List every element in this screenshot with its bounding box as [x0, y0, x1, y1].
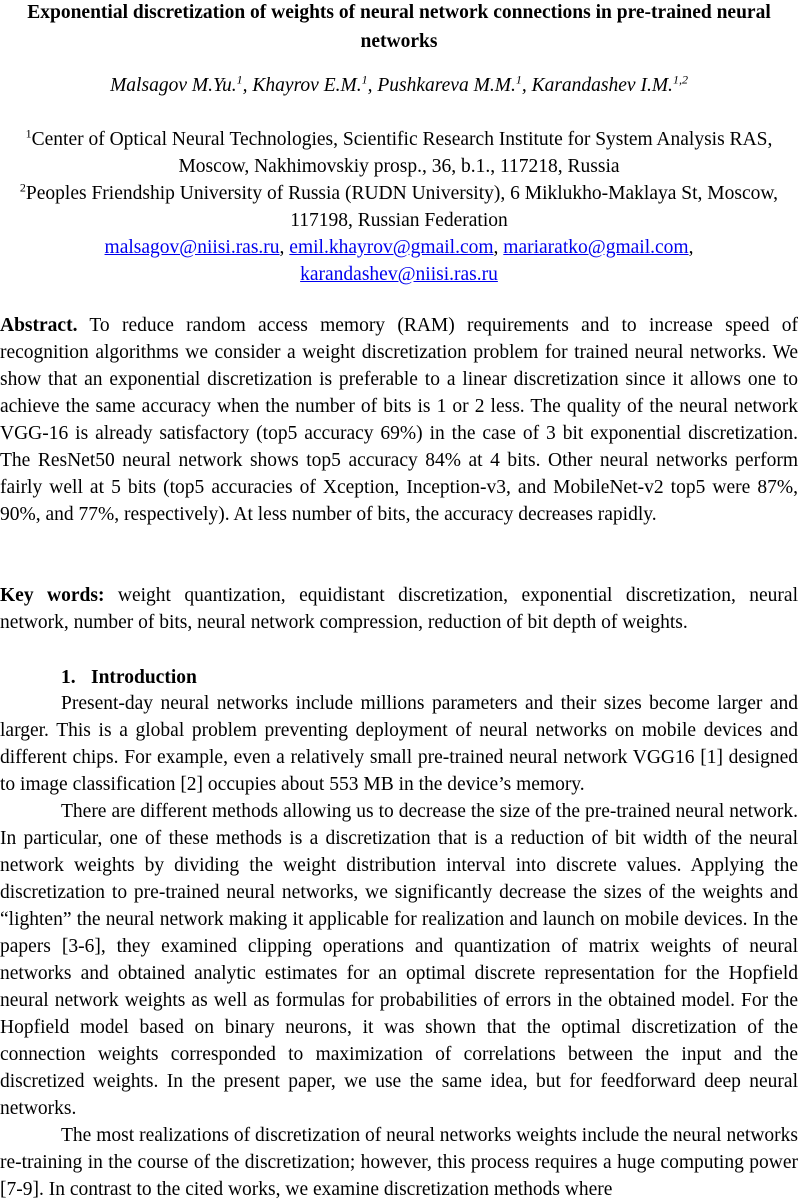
- keywords-text: weight quantization, equidistant discretization, exponential discretization, neural network, number of bits, neural network compression, reduction of bit depth of weights.: [0, 585, 798, 633]
- section-title: Introduction: [91, 667, 197, 688]
- abstract-text: To reduce random access memory (RAM) requirements and to increase speed of recognition algorithms we consider a weight discretization problem for trained neural networks. We show that an exponential discretization is preferable to a linear discretization since it allows one to achieve the same accuracy when the number of bits is 1 or 2 less. The quality of the neural network VGG-16 is already satisfactory (top5 accuracy 69%) in the case of 3 bit exponential discretization. The ResNet50 neural network shows top5 accuracy 84% at 4 bits. Other neural networks perform fairly well at 5 bits (top5 accuracies of Xception, Inception-v3, and MobileNet-v2 top5 were 87%, 90%, and 77%, respectively). At less number of bits, the accuracy decreases rapidly.: [0, 315, 798, 525]
- author-name: Pushkareva M.M.: [377, 75, 516, 96]
- email-link[interactable]: karandashev@niisi.ras.ru: [300, 264, 498, 285]
- section-number: 1.: [61, 667, 76, 688]
- author-affil-sup: 1: [515, 72, 522, 87]
- intro-paragraph-3: The most realizations of discretization of neural networks weights include the neural networks re-training in the course of the discretization; however, this process requires a huge computing power [7-9]. In contrast to the cited works, we examine discretization methods where: [0, 1125, 798, 1200]
- affiliation-text: Center of Optical Neural Technologies, Scientific Research Institute for System Analysis RAS, Moscow, Nakhimovskiy prosp., 36, b.1., 117218, Russia: [31, 129, 773, 177]
- author-affil-sup: 1: [236, 72, 243, 87]
- affiliation-1: [0, 126, 798, 180]
- affiliation-2: [0, 180, 798, 234]
- affiliation-text: Peoples Friendship University of Russia (RUDN University), 6 Miklukho-Maklaya St, Moscow, 117198, Russian Federation: [25, 183, 779, 231]
- author-affil-sup: 1,2: [672, 72, 688, 87]
- affil-sup: 2: [19, 180, 26, 195]
- keywords: [0, 582, 798, 636]
- author-affil-sup: 1: [361, 72, 368, 87]
- email-link[interactable]: mariaratko@gmail.com: [503, 237, 689, 258]
- email-list: malsagov@niisi.ras.ru, emil.khayrov@gmail.com, mariaratko@gmail.com, karandashev@niisi.ras.ru: [104, 237, 694, 285]
- affiliations: [0, 126, 798, 288]
- author-list: Malsagov M.Yu.$^1$, Khayrov E.M.$^1$, Pushkareva M.M.$^1$, Karandashev I.M.$^{1,2}$: [110, 72, 688, 96]
- affil-sup: 1: [25, 126, 32, 141]
- abstract: [0, 312, 798, 528]
- keywords-label: Key words:: [0, 585, 105, 606]
- author-name: Khayrov E.M.: [252, 75, 362, 96]
- intro-paragraph-2: There are different methods allowing us to decrease the size of the pre-trained neural network. In particular, one of these methods is a discretization that is a reduction of bit width of the neural network weights by dividing the weight distribution interval into discrete values. Applying the discretization to pre-trained neural networks, we significantly decrease the sizes of the weights and “lighten” the neural network making it applicable for realization and launch on mobile devices. In the papers [3-6], they examined clipping operations and quantization of matrix weights of neural networks and obtained analytic estimates for an optimal discrete representation for the Hopfield neural network weights as well as formulas for probabilities of errors in the obtained model. For the Hopfield model based on binary neurons, it was shown that the optimal discretization of the connection weights corresponded to maximization of correlations between the input and the discretized weights. In the present paper, we use the same idea, but for feedforward deep neural networks.: [0, 801, 798, 1119]
- email-link[interactable]: emil.khayrov@gmail.com: [289, 237, 494, 258]
- section-heading: [61, 664, 197, 691]
- author-name: Malsagov M.Yu.: [110, 75, 237, 96]
- abstract-label: Abstract.: [0, 315, 78, 336]
- paper-title: Exponential discretization of weights of neural network connections in pre-trained neural networks: [27, 2, 771, 52]
- author-name: Karandashev I.M.: [531, 75, 673, 96]
- intro-paragraph-1: Present-day neural networks include millions parameters and their sizes become larger and larger. This is a global problem preventing deployment of neural networks on mobile devices and different chips. For example, even a relatively small pre-trained neural network VGG16 [1] designed to image classification [2] occupies about 553 MB in the device’s memory.: [0, 693, 798, 795]
- email-link[interactable]: malsagov@niisi.ras.ru: [104, 237, 280, 258]
